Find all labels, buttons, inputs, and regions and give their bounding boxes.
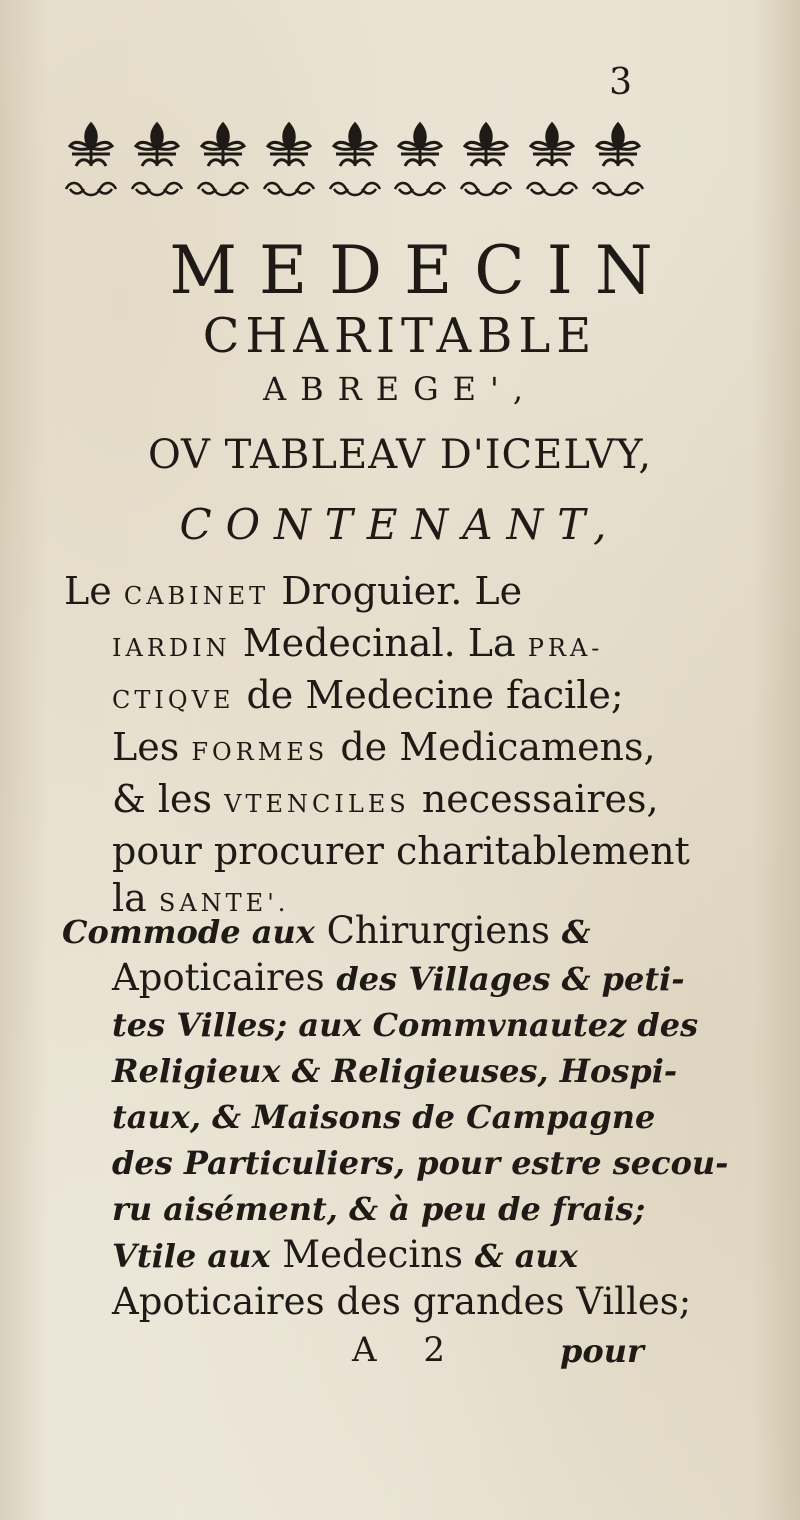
audience-line: ru aisément, & à peu de frais; (112, 1190, 646, 1228)
audience-line: des Particuliers, pour estre secou- (112, 1144, 729, 1182)
contents-line: CTIQVE de Medecine facile; (112, 673, 624, 717)
title-line-2: CHARITABLE (202, 308, 598, 364)
signature-mark: A 2 (352, 1330, 463, 1370)
title-line-4: OV TABLEAV D'ICELVY, (147, 432, 653, 478)
title-line-3: ABREGE', (263, 370, 537, 408)
page-number: 3 (609, 62, 632, 103)
contents-line: pour procurer charitablement (112, 829, 690, 873)
fleur-de-lis-icon (523, 118, 581, 170)
fleur-de-lis-icon (62, 118, 120, 170)
scroll-ornament-icon (523, 178, 581, 200)
contents-paragraph (64, 568, 690, 927)
scroll-ornament-icon (260, 178, 318, 200)
contents-line: Les FORMES de Medicamens, (112, 725, 656, 769)
fleur-de-lis-icon (260, 118, 318, 170)
fleur-de-lis-icon (326, 118, 384, 170)
audience-line: Vtile aux Medecins & aux (112, 1233, 578, 1276)
title-line-1: MEDECIN (169, 232, 675, 309)
fleuron-ornament (62, 118, 647, 200)
scroll-ornament-icon (62, 178, 120, 200)
scroll-ornament-icon (391, 178, 449, 200)
scroll-ornament-icon (128, 178, 186, 200)
audience-line: Apoticaires des Villages & peti- (112, 956, 685, 999)
contents-line: la SANTE'. (112, 876, 290, 920)
catchword: pour (560, 1332, 644, 1370)
audience-paragraph (62, 908, 729, 1325)
audience-line: Apoticaires des grandes Villes; (112, 1280, 692, 1323)
fleur-de-lis-icon (391, 118, 449, 170)
scroll-ornament-icon (589, 178, 647, 200)
audience-line: Commode aux Chirurgiens & (62, 909, 591, 952)
audience-line: Religieux & Religieuses, Hospi- (112, 1052, 678, 1090)
audience-line: tes Villes; aux Commvnautez des (112, 1006, 699, 1044)
fleur-de-lis-icon (457, 118, 515, 170)
fleur-de-lis-icon (194, 118, 252, 170)
audience-line: taux, & Maisons de Campagne (112, 1098, 656, 1136)
scroll-ornament-icon (194, 178, 252, 200)
fleur-de-lis-icon (589, 118, 647, 170)
contents-line: IARDIN Medecinal. La PRA- (112, 621, 604, 665)
contents-line: Le CABINET Droguier. Le (64, 569, 523, 613)
scroll-ornament-icon (457, 178, 515, 200)
scroll-ornament-icon (326, 178, 384, 200)
title-line-5: CONTENANT, (179, 500, 621, 549)
fleur-de-lis-icon (128, 118, 186, 170)
contents-line: & les VTENCILES necessaires, (112, 777, 659, 821)
